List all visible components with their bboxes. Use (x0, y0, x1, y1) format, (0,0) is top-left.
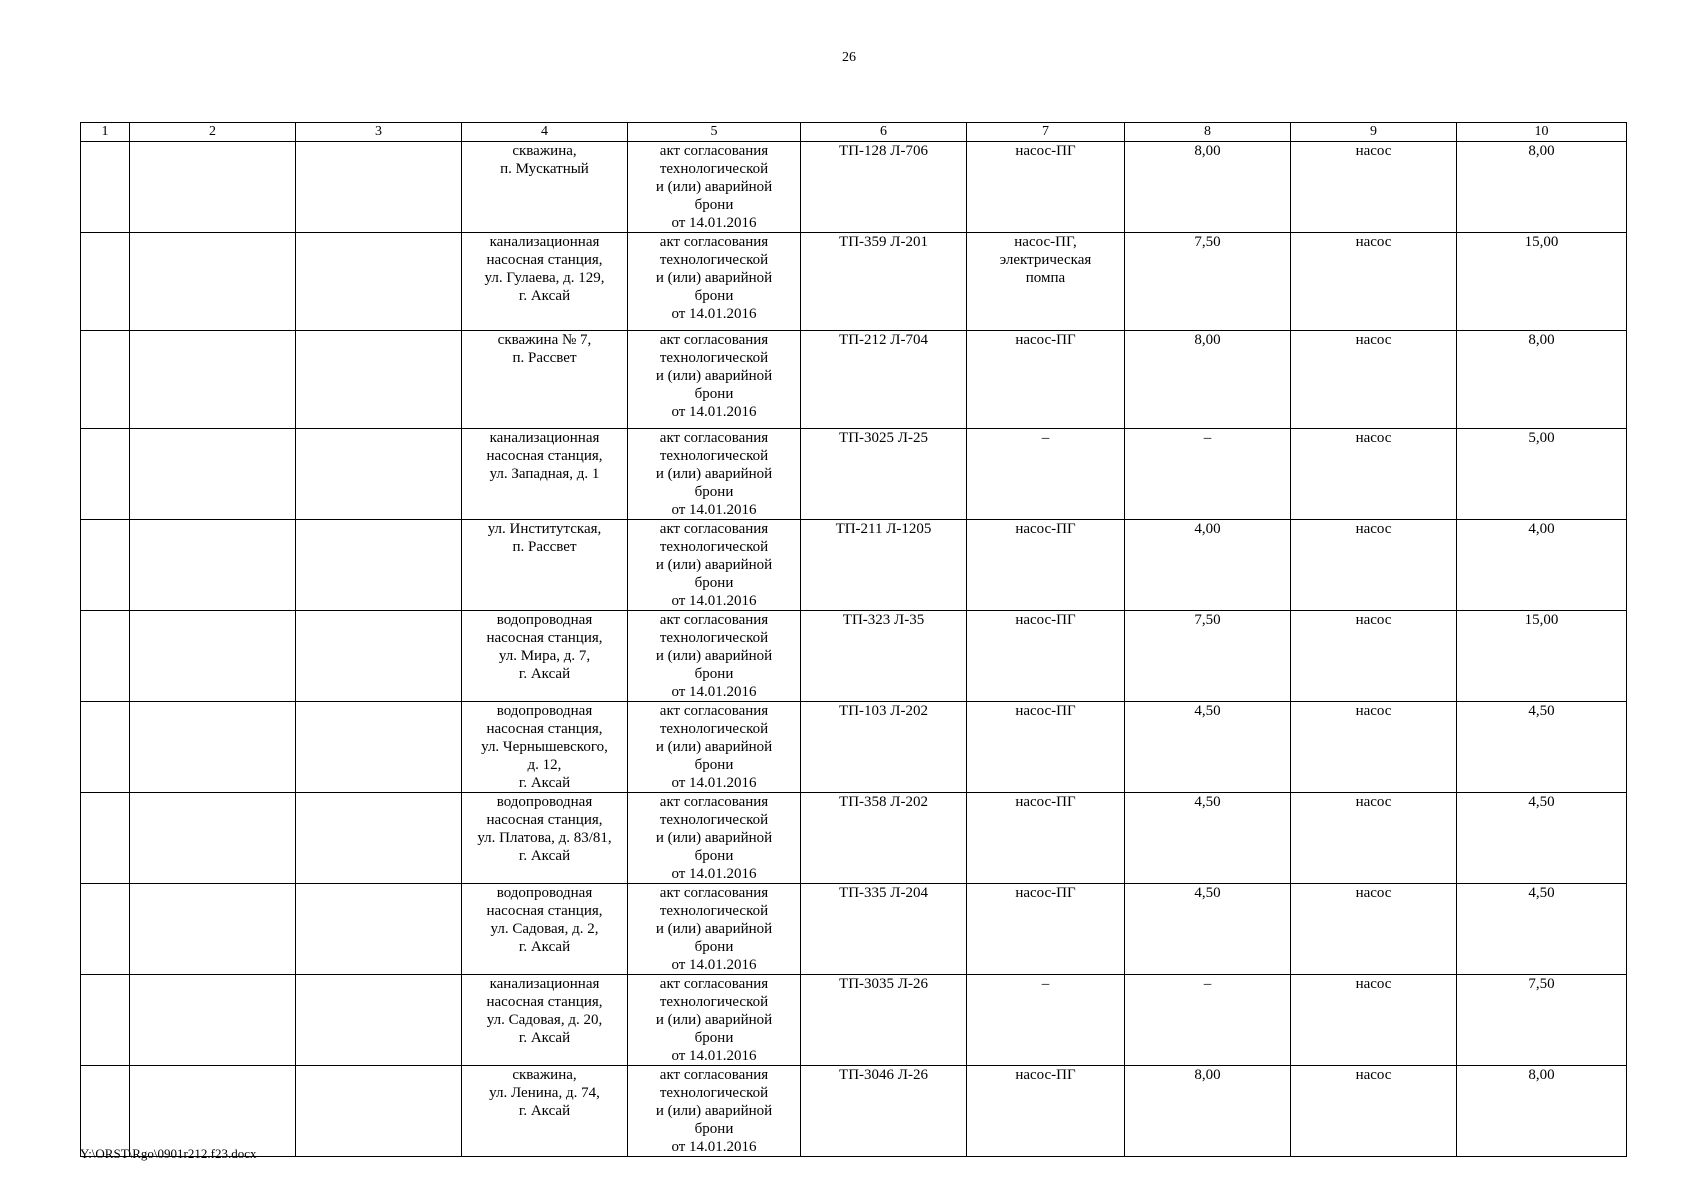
cell-col2 (130, 520, 296, 611)
cell-document: акт согласования технологической и (или) аварийной брони от 14.01.2016 (628, 142, 801, 233)
cell-load-type: насос (1291, 702, 1457, 793)
cell-load-type: насос (1291, 1066, 1457, 1157)
table-row (81, 429, 1627, 520)
cell-object: скважина, ул. Ленина, д. 74, г. Аксай (462, 1066, 628, 1157)
cell-load-type: насос (1291, 331, 1457, 429)
cell-col1 (81, 611, 130, 702)
cell-equipment: насос-ПГ (967, 520, 1125, 611)
cell-total: 15,00 (1457, 233, 1627, 331)
cell-equipment: насос-ПГ (967, 142, 1125, 233)
cell-col2 (130, 975, 296, 1066)
cell-col3 (296, 884, 462, 975)
cell-substation: ТП-335 Л-204 (801, 884, 967, 975)
cell-total: 8,00 (1457, 142, 1627, 233)
file-path-footer: Y:\ORST\Rgo\0901r212.f23.docx (80, 1146, 257, 1161)
cell-col3 (296, 702, 462, 793)
table-row (81, 1066, 1627, 1157)
cell-col1 (81, 702, 130, 793)
table-row (81, 884, 1627, 975)
cell-power: 4,50 (1125, 793, 1291, 884)
table-row (81, 331, 1627, 429)
cell-substation: ТП-212 Л-704 (801, 331, 967, 429)
page-number: 26 (842, 50, 856, 65)
column-header: 10 (1457, 123, 1627, 142)
cell-power: 8,00 (1125, 142, 1291, 233)
cell-col3 (296, 331, 462, 429)
column-header: 4 (462, 123, 628, 142)
cell-equipment: насос-ПГ (967, 884, 1125, 975)
column-header: 1 (81, 123, 130, 142)
cell-total: 5,00 (1457, 429, 1627, 520)
column-header: 5 (628, 123, 801, 142)
cell-power: – (1125, 429, 1291, 520)
cell-col3 (296, 1066, 462, 1157)
cell-col1 (81, 429, 130, 520)
cell-load-type: насос (1291, 142, 1457, 233)
cell-substation: ТП-103 Л-202 (801, 702, 967, 793)
table-row (81, 142, 1627, 233)
column-header: 9 (1291, 123, 1457, 142)
cell-document: акт согласования технологической и (или) аварийной брони от 14.01.2016 (628, 233, 801, 331)
cell-col2 (130, 884, 296, 975)
cell-load-type: насос (1291, 611, 1457, 702)
cell-object: канализационная насосная станция, ул. Гулаева, д. 129, г. Аксай (462, 233, 628, 331)
cell-col1 (81, 884, 130, 975)
cell-document: акт согласования технологической и (или) аварийной брони от 14.01.2016 (628, 1066, 801, 1157)
cell-power: 8,00 (1125, 1066, 1291, 1157)
cell-equipment: насос-ПГ (967, 1066, 1125, 1157)
cell-col3 (296, 611, 462, 702)
cell-equipment: насос-ПГ (967, 793, 1125, 884)
cell-col1 (81, 793, 130, 884)
cell-document: акт согласования технологической и (или) аварийной брони от 14.01.2016 (628, 611, 801, 702)
cell-col1 (81, 142, 130, 233)
cell-power: 4,00 (1125, 520, 1291, 611)
cell-substation: ТП-128 Л-706 (801, 142, 967, 233)
cell-col2 (130, 702, 296, 793)
cell-document: акт согласования технологической и (или) аварийной брони от 14.01.2016 (628, 702, 801, 793)
cell-equipment: насос-ПГ (967, 331, 1125, 429)
cell-substation: ТП-358 Л-202 (801, 793, 967, 884)
cell-col2 (130, 1066, 296, 1157)
cell-document: акт согласования технологической и (или) аварийной брони от 14.01.2016 (628, 331, 801, 429)
table-row (81, 233, 1627, 331)
cell-substation: ТП-323 Л-35 (801, 611, 967, 702)
cell-object: скважина, п. Мускатный (462, 142, 628, 233)
column-header: 3 (296, 123, 462, 142)
cell-document: акт согласования технологической и (или) аварийной брони от 14.01.2016 (628, 429, 801, 520)
cell-object: водопроводная насосная станция, ул. Платова, д. 83/81, г. Аксай (462, 793, 628, 884)
cell-equipment: – (967, 975, 1125, 1066)
cell-document: акт согласования технологической и (или) аварийной брони от 14.01.2016 (628, 975, 801, 1066)
cell-col3 (296, 975, 462, 1066)
cell-power: 7,50 (1125, 611, 1291, 702)
cell-col1 (81, 233, 130, 331)
cell-power: 4,50 (1125, 702, 1291, 793)
cell-equipment: – (967, 429, 1125, 520)
cell-equipment: насос-ПГ (967, 702, 1125, 793)
cell-col2 (130, 611, 296, 702)
column-header: 8 (1125, 123, 1291, 142)
cell-col1 (81, 331, 130, 429)
cell-equipment: насос-ПГ (967, 611, 1125, 702)
table-row (81, 793, 1627, 884)
data-table (80, 122, 1627, 1157)
cell-total: 15,00 (1457, 611, 1627, 702)
cell-equipment: насос-ПГ, электрическая помпа (967, 233, 1125, 331)
cell-total: 8,00 (1457, 331, 1627, 429)
cell-total: 4,00 (1457, 520, 1627, 611)
cell-substation: ТП-3025 Л-25 (801, 429, 967, 520)
cell-document: акт согласования технологической и (или) аварийной брони от 14.01.2016 (628, 520, 801, 611)
cell-load-type: насос (1291, 793, 1457, 884)
column-header: 2 (130, 123, 296, 142)
table-row (81, 975, 1627, 1066)
cell-total: 8,00 (1457, 1066, 1627, 1157)
cell-load-type: насос (1291, 884, 1457, 975)
cell-col3 (296, 233, 462, 331)
cell-document: акт согласования технологической и (или) аварийной брони от 14.01.2016 (628, 793, 801, 884)
cell-col1 (81, 520, 130, 611)
cell-load-type: насос (1291, 429, 1457, 520)
cell-substation: ТП-3035 Л-26 (801, 975, 967, 1066)
cell-load-type: насос (1291, 520, 1457, 611)
cell-col3 (296, 429, 462, 520)
cell-power: 7,50 (1125, 233, 1291, 331)
cell-substation: ТП-211 Л-1205 (801, 520, 967, 611)
cell-object: водопроводная насосная станция, ул. Чернышевского, д. 12, г. Аксай (462, 702, 628, 793)
column-header: 7 (967, 123, 1125, 142)
cell-total: 4,50 (1457, 884, 1627, 975)
cell-total: 4,50 (1457, 702, 1627, 793)
cell-col2 (130, 793, 296, 884)
table-row (81, 520, 1627, 611)
cell-col2 (130, 233, 296, 331)
cell-object: ул. Институтская, п. Рассвет (462, 520, 628, 611)
cell-col2 (130, 429, 296, 520)
cell-load-type: насос (1291, 233, 1457, 331)
cell-col1 (81, 975, 130, 1066)
cell-object: водопроводная насосная станция, ул. Мира, д. 7, г. Аксай (462, 611, 628, 702)
cell-substation: ТП-359 Л-201 (801, 233, 967, 331)
table-row (81, 702, 1627, 793)
cell-document: акт согласования технологической и (или) аварийной брони от 14.01.2016 (628, 884, 801, 975)
cell-col3 (296, 793, 462, 884)
cell-col2 (130, 142, 296, 233)
table-row (81, 611, 1627, 702)
cell-power: 4,50 (1125, 884, 1291, 975)
column-number-row (81, 123, 1627, 142)
cell-object: канализационная насосная станция, ул. Западная, д. 1 (462, 429, 628, 520)
column-header: 6 (801, 123, 967, 142)
cell-load-type: насос (1291, 975, 1457, 1066)
cell-col1 (81, 1066, 130, 1157)
cell-col3 (296, 142, 462, 233)
cell-col3 (296, 520, 462, 611)
cell-col2 (130, 331, 296, 429)
cell-total: 4,50 (1457, 793, 1627, 884)
cell-total: 7,50 (1457, 975, 1627, 1066)
cell-power: 8,00 (1125, 331, 1291, 429)
cell-object: водопроводная насосная станция, ул. Садовая, д. 2, г. Аксай (462, 884, 628, 975)
cell-power: – (1125, 975, 1291, 1066)
cell-substation: ТП-3046 Л-26 (801, 1066, 967, 1157)
cell-object: скважина № 7, п. Рассвет (462, 331, 628, 429)
cell-object: канализационная насосная станция, ул. Садовая, д. 20, г. Аксай (462, 975, 628, 1066)
